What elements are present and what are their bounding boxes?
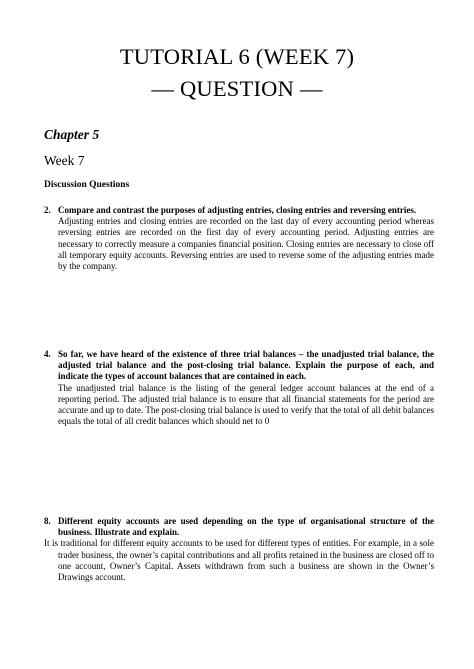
question-number: 8. (44, 516, 51, 526)
page-title-line-2: — QUESTION — (151, 76, 323, 101)
answer-text: The unadjusted trial balance is the listing of the general ledger account balances at the end of a reporting period. The adjusted trial balance is to ensure that all financial statements for the period are accurate and up to date. The post-closing trial balance is used to verify that the total of all debit balances equals the total of all credit balances which should net to 0 (58, 382, 434, 427)
answer-text: Adjusting entries and closing entries are recorded on the last day of every accounting period whereas reversing entries are recorded on the first day of every accounting period. Adjusting entries are necessary to correctly measure a companies financial position. Closing entries are necessary to close off all temporary equity accounts. Reversing entries are used to reverse some of the adjusting entries made by the company. (58, 216, 434, 272)
question-body (58, 205, 434, 272)
section-heading: Discussion Questions (44, 180, 130, 190)
question-number: 2. (44, 205, 51, 215)
question-number: 4. (44, 349, 51, 359)
question-body (58, 349, 434, 427)
page-title-line-1: TUTORIAL 6 (WEEK 7) (119, 44, 355, 69)
question-body (44, 516, 434, 583)
question-text: So far, we have heard of the existence of three trial balances – the unadjusted trial balance, the adjusted trial balance and the post-closing trial balance. Explain the purpose of each, and indicate the types of account balances that are contained in each. (58, 349, 434, 382)
question-4 (44, 349, 434, 461)
question-text: Compare and contrast the purposes of adjusting entries, closing entries and reversing entries. (58, 205, 417, 215)
week-heading: Week 7 (44, 153, 85, 168)
chapter-heading: Chapter 5 (44, 127, 100, 142)
question-text: Different equity accounts are used depending on the type of organisational structure of the business. Illustrate and explain. (58, 516, 434, 538)
question-8 (44, 516, 434, 594)
question-2 (44, 205, 434, 285)
answer-text: It is traditional for different equity accounts to be used for different types of entities. For example, in a sole trader business, the owner’s capital contributions and all profits retained in the business are closed off to one account, Owner’s Capital. Assets withdrawn from such a business are shown in the Owner’s Drawings account. (44, 538, 434, 583)
